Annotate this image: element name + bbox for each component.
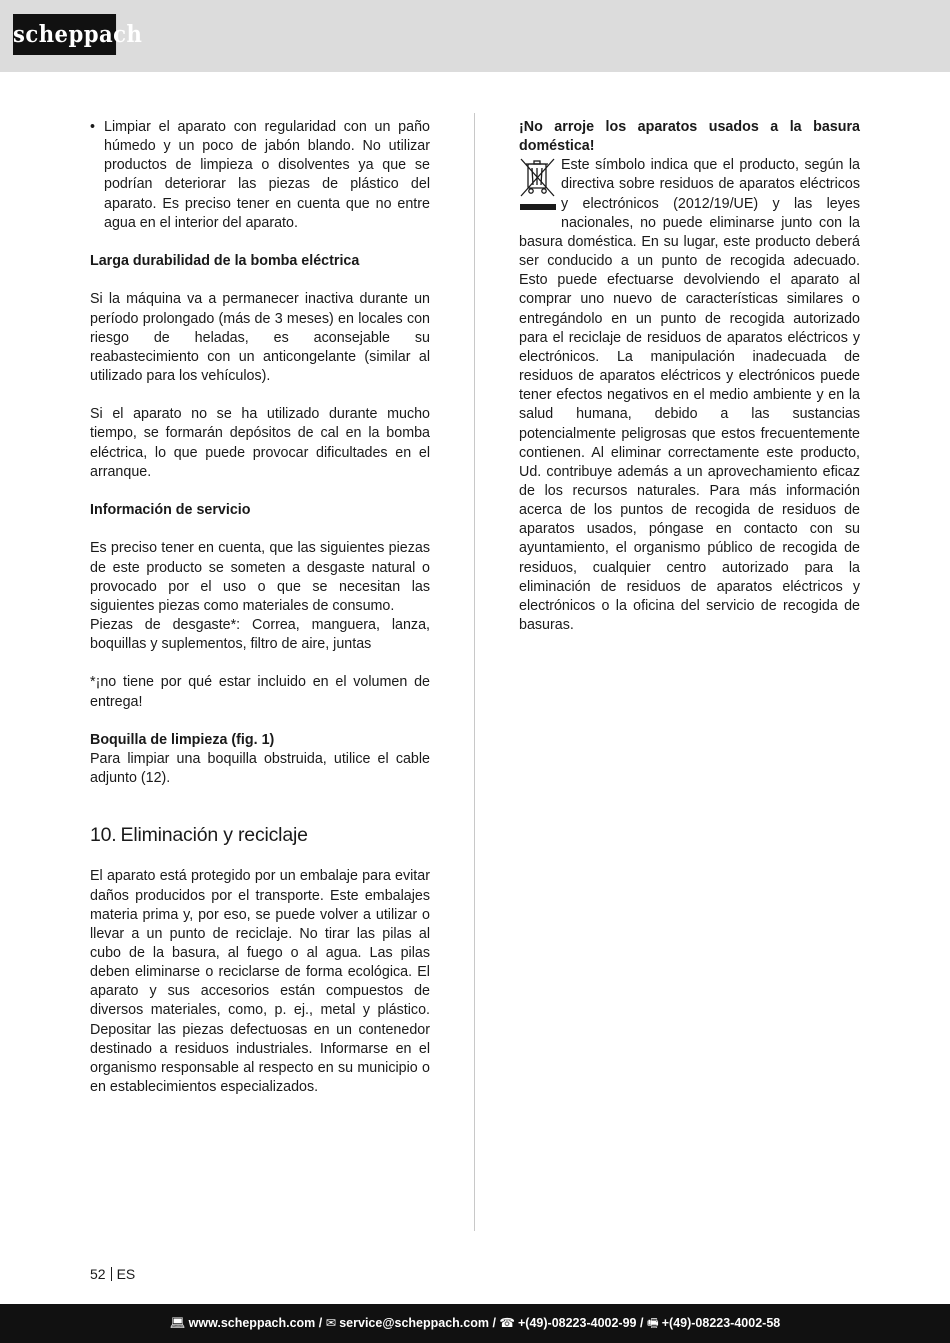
footer-fax[interactable]	[647, 1316, 780, 1330]
paragraph-service-2: Piezas de desgaste*: Correa, manguera, lanza, boquillas y suplementos, filtro de aire, juntas	[90, 616, 430, 653]
weee-block	[519, 156, 860, 635]
footer-website[interactable]	[170, 1316, 322, 1330]
heading-service: Información de servicio	[90, 502, 251, 519]
paragraph-service-1: Es preciso tener en cuenta, que las siguientes piezas de este producto se someten a desgaste natural o provocado por el uso o que se necesitan las siguientes piezas como materiales de consumo.	[90, 540, 430, 614]
heading-nozzle: Boquilla de limpieza (fig. 1)	[90, 731, 275, 748]
paragraph-durability-1: Si la máquina va a permanecer inactiva durante un período prolongado (más de 3 meses) en locales con riesgo de heladas, es aconsejable su reabastecimiento con un anticongelante (similar al utilizado para los vehículos).	[90, 291, 430, 384]
page-language: ES	[116, 1266, 136, 1282]
computer-icon: 💻︎	[169, 1316, 186, 1330]
footer-contact-bar	[0, 1304, 950, 1343]
section-title	[90, 822, 430, 848]
paragraph-weee: Este símbolo indica que el producto, según la directiva sobre residuos de aparatos eléctricos y electrónicos (2012/19/UE) y las leyes nacionales, no puede eliminarse junto con la basura doméstica. En su lugar, este producto deberá ser conducido a un punto de recogida adecuado. Esto puede efectuarse devolviendo el aparato al comprar uno nuevo de características similares o entregándolo en un punto de recogida autorizado para el reciclaje de residuos de aparatos eléctricos y electrónicos. La manipulación inadecuada de residuos de aparatos eléctricos y electrónicos puede tener efectos negativos en el medio ambiente y en la salud humana, debido a las sustancias potencialmente peligrosas que estos frecuentemente contienen. Al eliminar correctamente este producto, Ud. contribuye además a un aprovechamiento eficaz de los recursos naturales. Para más información acerca de los puntos de recogida de residuos de aparatos usados, póngase en contacto con su ayuntamiento, el organismo público de recogida de residuos, cualquier centro autorizado para la eliminación de residuos de aparatos eléctricos y electrónicos o la oficina del servicio de recogida de basuras.	[519, 157, 860, 634]
footer-phone[interactable]	[499, 1316, 643, 1330]
left-column	[90, 118, 430, 1097]
cleaning-bullet	[90, 118, 430, 233]
section-title-text: Eliminación y reciclaje	[120, 824, 308, 847]
paragraph-service-note: *¡no tiene por qué estar incluido en el volumen de entrega!	[90, 674, 430, 710]
email-icon: ✉︎	[325, 1316, 337, 1330]
heading-weee: ¡No arroje los aparatos usados a la basura doméstica!	[519, 119, 860, 155]
scheppach-logo: scheppach	[13, 14, 116, 55]
heading-durability: Larga durabilidad de la bomba eléctrica	[90, 253, 360, 270]
crossed-out-wheelie-bin-icon	[519, 156, 557, 214]
paragraph-durability-2: Si el aparato no se ha utilizado durante mucho tiempo, se formarán depósitos de cal en la bomba eléctrica, lo que puede provocar dificultades en el arranque.	[90, 406, 430, 480]
page-footer-number	[90, 1265, 135, 1283]
section-number: 10.	[90, 824, 117, 847]
footer-phone-text: +(49)-08223-4002-99 /	[518, 1316, 644, 1330]
footer-fax-text: +(49)-08223-4002-58	[661, 1316, 781, 1330]
right-column	[519, 118, 860, 635]
header-band	[0, 0, 950, 72]
phone-icon: ☎︎	[499, 1316, 515, 1330]
fax-icon: 🖷︎	[646, 1316, 659, 1330]
paragraph-nozzle: Para limpiar una boquilla obstruida, utilice el cable adjunto (12).	[90, 751, 430, 787]
bullet-dot-icon: •	[90, 119, 96, 135]
cleaning-bullet-text: Limpiar el aparato con regularidad con un paño húmedo y un poco de jabón blando. No utilizar productos de limpieza o disolventes ya que se podrían deteriorar las piezas de plástico del aparato. Es preciso tener en cuenta que no entre agua en el interior del aparato.	[104, 119, 430, 231]
paragraph-disposal: El aparato está protegido por un embalaje para evitar daños producidos por el transporte. Este embalajes materia prima y, por eso, se puede volver a utilizar o llevar a un punto de reciclaje. No tirar las pilas al cubo de la basura, al fuego o al agua. Las pilas deben eliminarse o reciclarse de forma ecológica. El aparato y sus accesorios están compuestos de diversos materiales, como, p. ej., metal y plástico. Depositar las piezas defectuosas en un contenedor destinado a residuos industriales. Informarse en el organismo responsable al respecto en su municipio o en establecimientos especializados.	[90, 868, 430, 1096]
footer-email-text: service@scheppach.com /	[339, 1316, 496, 1330]
footer-website-text: www.scheppach.com /	[188, 1316, 323, 1330]
column-divider	[474, 113, 475, 1231]
page-number: 52	[90, 1266, 106, 1282]
footer-email[interactable]	[326, 1316, 496, 1330]
page-separator	[111, 1267, 112, 1281]
